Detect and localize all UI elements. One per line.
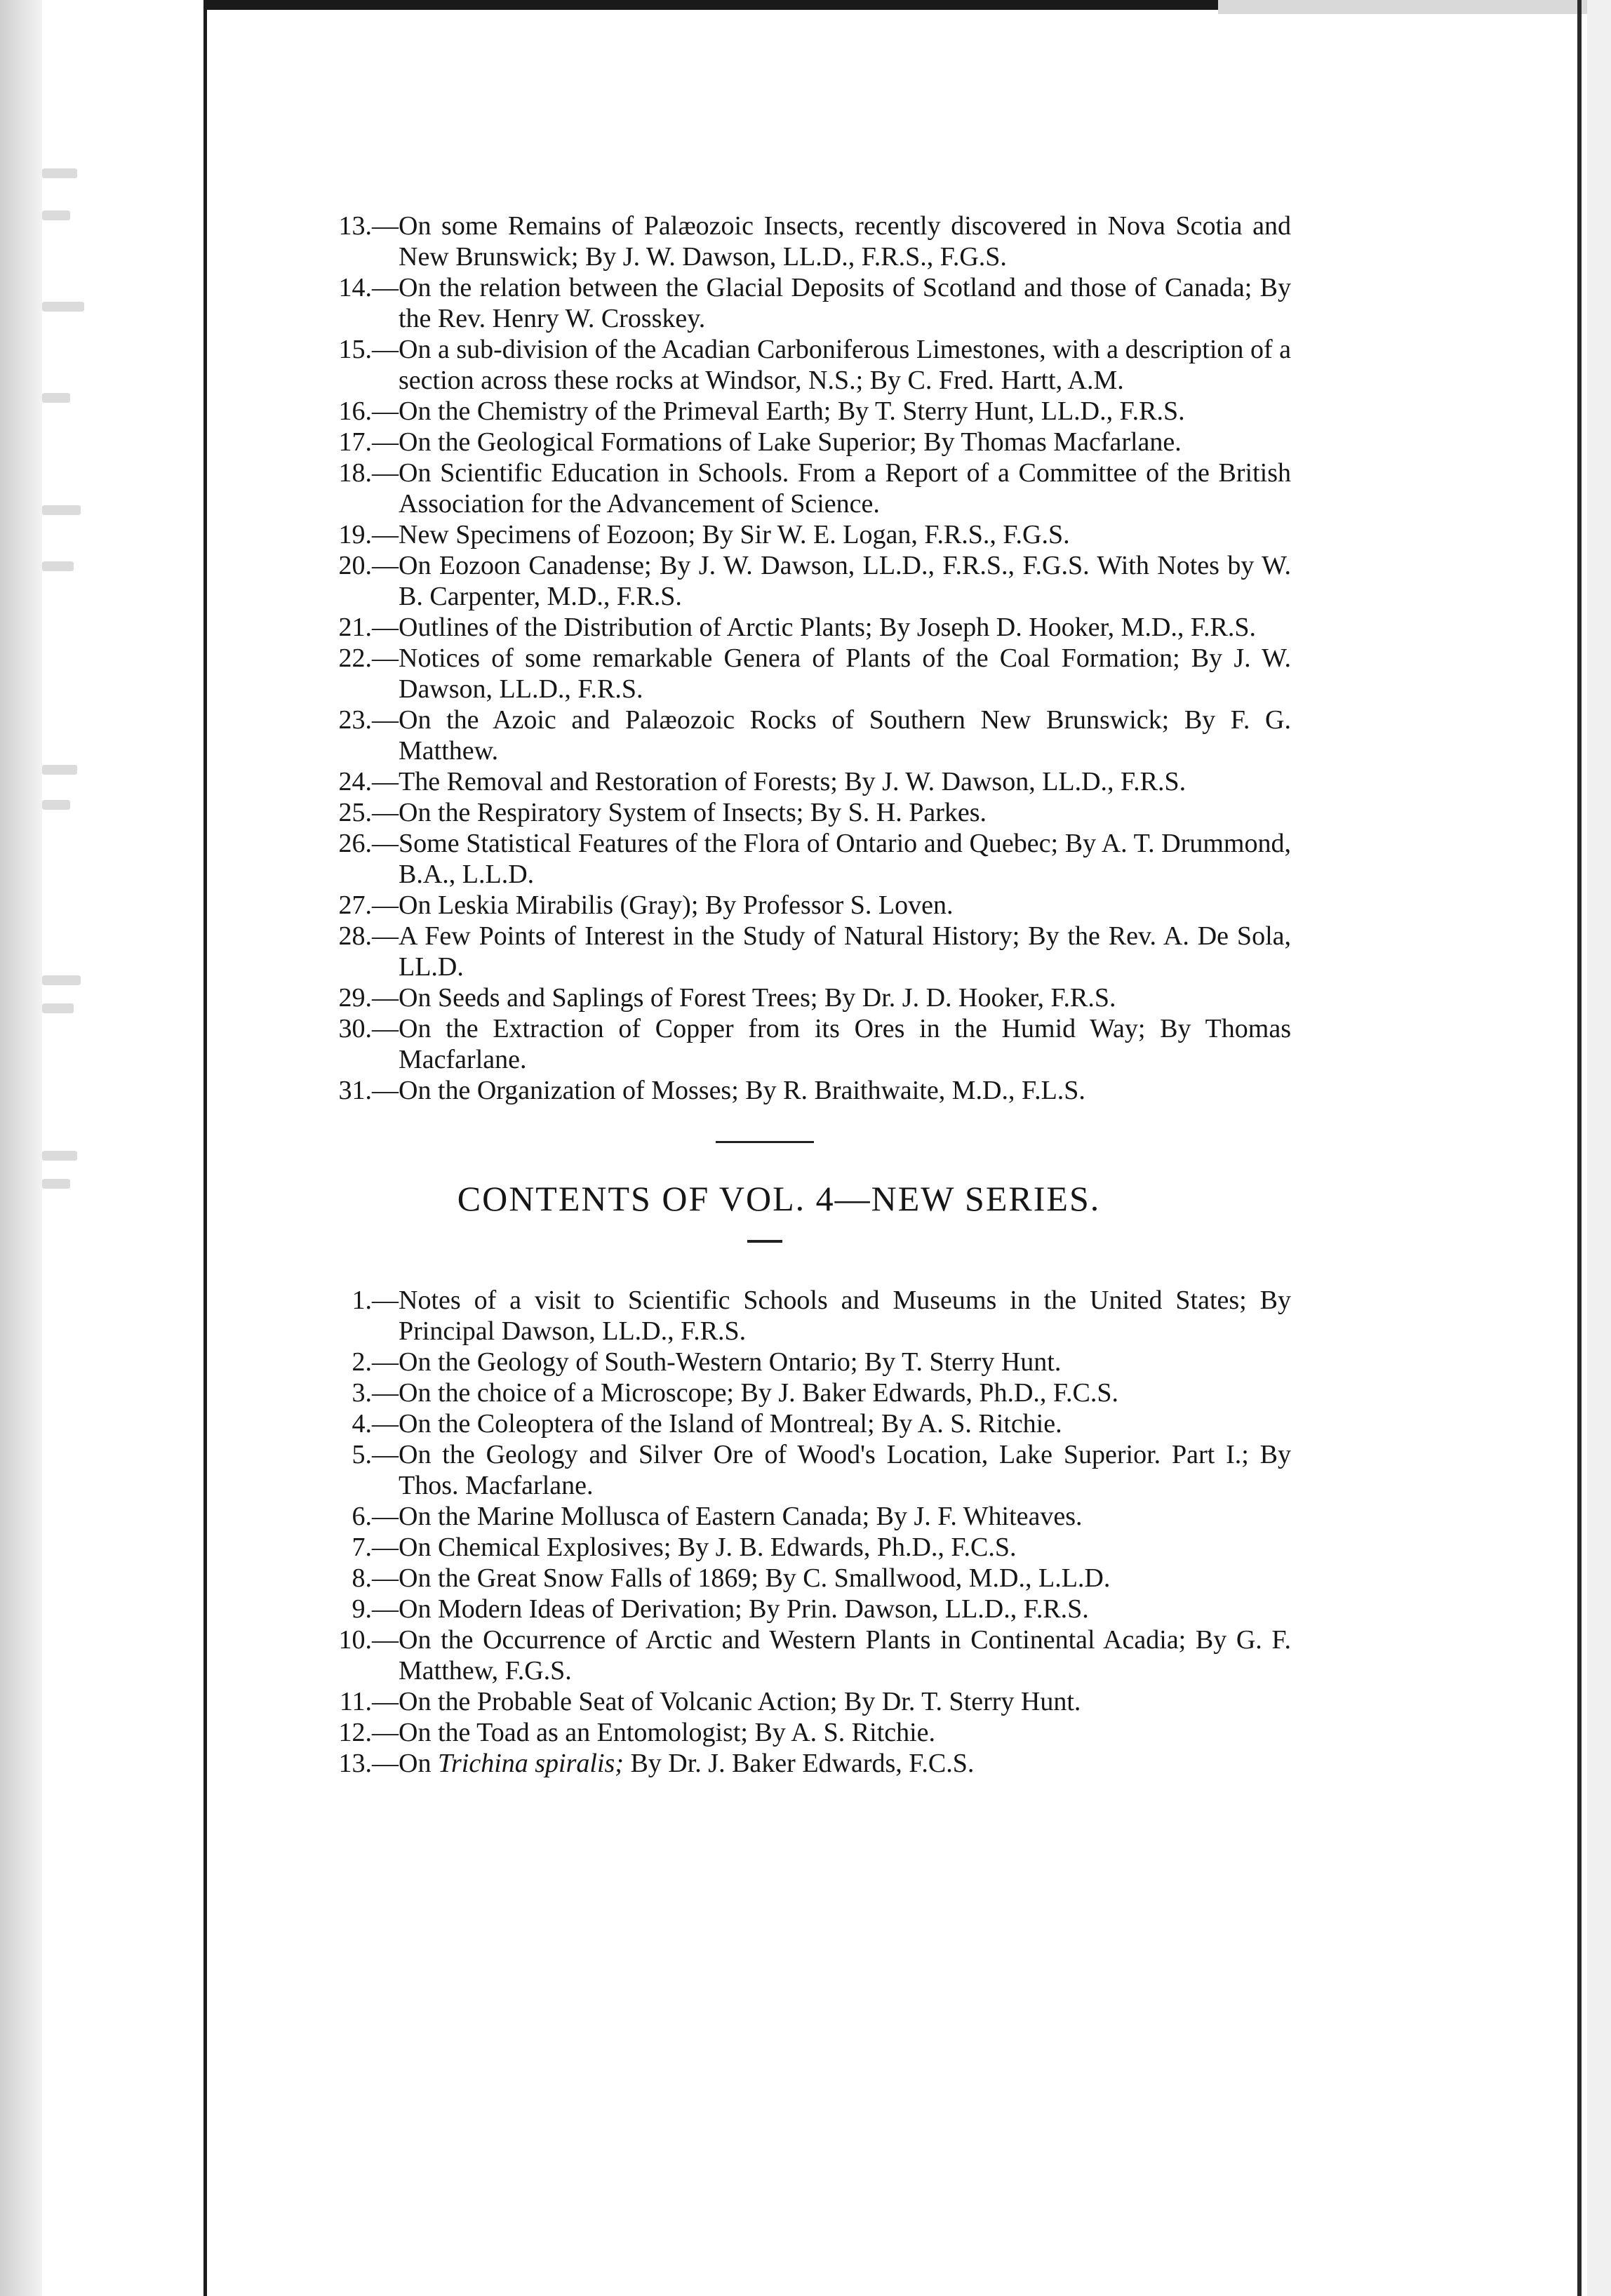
entry-dash: — [372,798,399,827]
entry-title: Some Statistical Features of the Flora of Ontario and Quebec; By A. T. Drummond, B.A., L.L.D. [399,829,1291,889]
contents-entry [295,797,1291,828]
contents-entry [295,211,1291,272]
entry-dash: — [372,705,399,735]
entry-number: 29. [338,983,372,1013]
contents-entry [295,1285,1291,1347]
entry-dash: — [372,335,399,364]
entry-title: On the Azoic and Palæozoic Rocks of Southern New Brunswick; By F. G. Matthew. [399,705,1291,766]
entry-title: On the Coleoptera of the Island of Montreal; By A. S. Ritchie. [399,1409,1062,1439]
entry-title: On Eozoon Canadense; By J. W. Dawson, LL.D., F.R.S., F.G.S. With Notes by W. B. Carpenter, M.D., F.R.S. [399,551,1291,611]
contents-entry [295,1594,1291,1624]
entry-number: 27. [338,890,372,920]
contents-entry [295,1532,1291,1563]
entry-dash: — [372,1563,399,1593]
section-heading: CONTENTS OF VOL. 4—NEW SERIES. [457,1179,1101,1218]
entry-number: 12. [338,1718,372,1747]
scan-top-edge-right [1218,0,1611,14]
entry-title: On Leskia Mirabilis (Gray); By Professor S. Loven. [399,890,954,920]
entry-number: 18. [338,458,372,488]
facing-page-bleed [0,0,105,2296]
entry-title: On Modern Ideas of Derivation; By Prin. Dawson, LL.D., F.R.S. [399,1594,1089,1624]
entry-dash: — [372,921,399,951]
entry-dash: — [372,643,399,673]
entry-dash: — [372,396,399,426]
contents-entry [295,458,1291,519]
contents-entry [295,828,1291,890]
entry-title: A Few Points of Interest in the Study of Natural History; By the Rev. A. De Sola, LL.D. [399,921,1291,982]
entry-number: 4. [352,1409,372,1439]
contents-entry [295,1501,1291,1532]
contents-entry [295,1624,1291,1686]
entry-dash: — [372,890,399,920]
entry-number: 17. [338,427,372,457]
entry-dash: — [372,211,399,241]
entry-title: On the Probable Seat of Volcanic Action; By Dr. T. Sterry Hunt. [399,1687,1081,1716]
entry-number: 13. [338,1749,372,1778]
contents-entry [295,705,1291,766]
entry-dash: — [372,1718,399,1747]
contents-entry [295,1717,1291,1748]
entry-title: On the Toad as an Entomologist; By A. S. Ritchie. [399,1718,936,1747]
contents-entry [295,272,1291,334]
entry-title: On the Geology of South-Western Ontario; By T. Sterry Hunt. [399,1347,1062,1377]
entry-dash: — [372,613,399,642]
contents-list-continued [295,211,1291,1106]
entry-number: 6. [352,1502,372,1531]
entry-title [399,1748,1291,1779]
entry-dash: — [372,1625,399,1655]
entry-dash: — [372,1378,399,1408]
contents-entry [295,1013,1291,1075]
entry-title: On the Great Snow Falls of 1869; By C. Smallwood, M.D., L.L.D. [399,1563,1111,1593]
entry-title: On the Chemistry of the Primeval Earth; By T. Sterry Hunt, LL.D., F.R.S. [399,396,1185,426]
contents-list-vol-4 [295,1285,1291,1779]
entry-dash: — [372,829,399,858]
scan-top-edge [203,0,1256,10]
entry-dash: — [372,1440,399,1469]
entry-title: On the Occurrence of Arctic and Western Plants in Continental Acadia; By G. F. Matthew, F.G.S. [399,1625,1291,1686]
entry-dash: — [372,1502,399,1531]
entry-number: 26. [338,829,372,858]
contents-entry [295,1563,1291,1594]
entry-title-italic: Trichina spiralis; [437,1749,624,1778]
contents-entry [295,1686,1291,1717]
contents-entry [295,921,1291,982]
entry-dash: — [372,1687,399,1716]
entry-number: 21. [338,613,372,642]
entry-number: 20. [338,551,372,580]
entry-number: 31. [338,1076,372,1105]
entry-title: Notes of a visit to Scientific Schools and Museums in the United States; By Principal Dawson, LL.D., F.R.S. [399,1286,1291,1346]
entry-number: 9. [352,1594,372,1624]
entry-title: On some Remains of Palæozoic Insects, recently discovered in Nova Scotia and New Brunswick; By J. W. Dawson, LL.D., F.R.S., F.G.S. [399,211,1291,272]
entry-number: 19. [338,520,372,549]
entry-dash: — [372,1076,399,1105]
entry-title-start: On [399,1749,438,1778]
entry-dash: — [372,983,399,1013]
contents-entry [295,334,1291,396]
contents-entry [295,766,1291,797]
entry-title: On Chemical Explosives; By J. B. Edwards, Ph.D., F.C.S. [399,1533,1017,1562]
entry-number: 10. [338,1625,372,1655]
entry-dash: — [372,551,399,580]
contents-entry [295,643,1291,705]
entry-dash: — [372,1409,399,1439]
entry-dash: — [372,1533,399,1562]
entry-number: 3. [352,1378,372,1408]
contents-entry [295,1748,1291,1779]
entry-title: On the Respiratory System of Insects; By S. H. Parkes. [399,798,987,827]
contents-entry [295,427,1291,458]
entry-number: 24. [338,767,372,796]
entry-title: Notices of some remarkable Genera of Plants of the Coal Formation; By J. W. Dawson, LL.D., F.R.S. [399,643,1291,704]
contents-entry [295,890,1291,921]
entry-number: 1. [352,1286,372,1315]
entry-dash: — [372,1594,399,1624]
entry-number: 8. [352,1563,372,1593]
entry-dash: — [372,767,399,796]
entry-title: On Seeds and Saplings of Forest Trees; By Dr. J. D. Hooker, F.R.S. [399,983,1116,1013]
entry-title: On the Marine Mollusca of Eastern Canada; By J. F. Whiteaves. [399,1502,1083,1531]
entry-number: 14. [338,273,372,302]
entry-dash: — [372,1014,399,1043]
contents-entry [295,1347,1291,1377]
entry-dash: — [372,427,399,457]
contents-entry [295,612,1291,643]
entry-dash: — [372,273,399,302]
contents-entry [295,550,1291,612]
entry-dash: — [372,1286,399,1315]
entry-title: The Removal and Restoration of Forests; By J. W. Dawson, LL.D., F.R.S. [399,767,1186,796]
entry-number: 7. [352,1533,372,1562]
contents-entry [295,1439,1291,1501]
entry-title: On the Geology and Silver Ore of Wood's Location, Lake Superior. Part I.; By Thos. Macfarlane. [399,1440,1291,1500]
entry-title: Outlines of the Distribution of Arctic Plants; By Joseph D. Hooker, M.D., F.R.S. [399,613,1256,642]
entry-dash: — [372,458,399,488]
entry-number: 16. [338,396,372,426]
entry-dash: — [372,1749,399,1778]
entry-title: On the relation between the Glacial Deposits of Scotland and those of Canada; By the Rev. Henry W. Crosskey. [399,273,1291,333]
entry-title: On Scientific Education in Schools. From a Report of a Committee of the British Association for the Advancement of Science. [399,458,1291,519]
entry-title: On the Organization of Mosses; By R. Braithwaite, M.D., F.L.S. [399,1076,1085,1105]
entry-number: 25. [338,798,372,827]
page-border-left [203,0,207,2296]
entry-title: On the choice of a Microscope; By J. Baker Edwards, Ph.D., F.C.S. [399,1378,1118,1408]
entry-dash: — [372,520,399,549]
entry-number: 15. [338,335,372,364]
contents-entry [295,519,1291,550]
section-divider [716,1141,814,1143]
contents-entry [295,982,1291,1013]
entry-number: 2. [352,1347,372,1377]
page-border-right [1577,0,1582,2296]
heading-rule [747,1240,782,1243]
entry-title: New Specimens of Eozoon; By Sir W. E. Logan, F.R.S., F.G.S. [399,520,1070,549]
entry-number: 30. [338,1014,372,1043]
entry-number: 5. [352,1440,372,1469]
entry-title: On the Geological Formations of Lake Superior; By Thomas Macfarlane. [399,427,1182,457]
contents-entry [295,1377,1291,1408]
contents-entry [295,396,1291,427]
entry-number: 13. [338,211,372,241]
entry-number: 22. [338,643,372,673]
entry-title-end: By Dr. J. Baker Edwards, F.C.S. [623,1749,975,1778]
contents-entry [295,1408,1291,1439]
page-content [295,211,1291,1779]
entry-title: On a sub-division of the Acadian Carboniferous Limestones, with a description of a section across these rocks at Windsor, N.S.; By C. Fred. Hartt, A.M. [399,335,1291,395]
scan-right-margin [1587,0,1611,2296]
entry-number: 23. [338,705,372,735]
entry-number: 28. [338,921,372,951]
entry-dash: — [372,1347,399,1377]
contents-entry [295,1075,1291,1106]
entry-title: On the Extraction of Copper from its Ores in the Humid Way; By Thomas Macfarlane. [399,1014,1291,1074]
entry-number: 11. [339,1687,372,1716]
